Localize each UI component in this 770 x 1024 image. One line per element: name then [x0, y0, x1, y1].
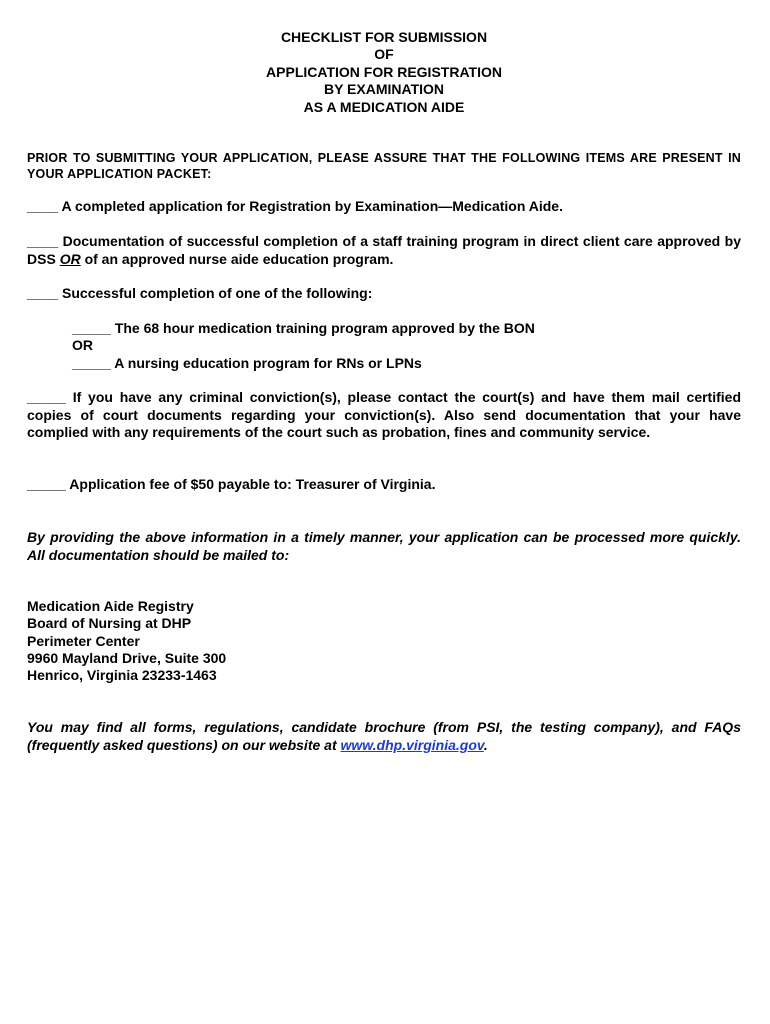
checklist-item-criminal-convictions: _____ If you have any criminal conviction(s), please contact the court(s) and have them mail certified copies of court documents regarding your conviction(s). Also send documentation that your have complied with any requirements of the court such as probation, fines and community service.	[27, 389, 741, 440]
title-line-1: CHECKLIST FOR SUBMISSION	[280, 29, 488, 45]
sub-option-nursing-program: _____ A nursing education program for RNs or LPNs	[72, 355, 422, 371]
sub-option-or: OR	[72, 337, 93, 353]
documentation-text-1: ____ Documentation of successful completion of a staff training program in direct client care approved by DSS	[27, 233, 741, 267]
checklist-item-completed-application: ____ A completed application for Registration by Examination—Medication Aide.	[27, 198, 563, 214]
address-line-1: Medication Aide Registry	[27, 598, 194, 614]
documentation-or: OR	[59, 250, 81, 267]
title-line-3: APPLICATION FOR REGISTRATION	[266, 63, 502, 80]
documentation-text-2: of an approved nurse aide education program.	[80, 250, 394, 267]
address-line-5: Henrico, Virginia 23233-1463	[27, 667, 217, 684]
website-note	[27, 719, 741, 754]
checklist-item-application-fee: _____ Application fee of $50 payable to: Treasurer of Virginia.	[27, 476, 436, 492]
document-title	[27, 29, 741, 116]
website-note-text: You may find all forms, regulations, candidate brochure (from PSI, the testing company), and FAQs (frequently asked questions) on our website at	[27, 719, 741, 753]
mailing-instructions: By providing the above information in a timely manner, your application can be processed more quickly. All documentation should be mailed to:	[27, 529, 741, 563]
mailing-address	[27, 598, 741, 684]
title-line-5: AS A MEDICATION AIDE	[303, 98, 465, 115]
title-line-4: BY EXAMINATION	[323, 81, 445, 98]
checklist-item-documentation	[27, 233, 741, 268]
checklist-item-successful-completion: ____ Successful completion of one of the following:	[27, 285, 373, 301]
address-line-2: Board of Nursing at DHP	[27, 615, 192, 632]
address-line-4: 9960 Mayland Drive, Suite 300	[27, 649, 227, 666]
title-line-2: OF	[374, 46, 394, 63]
sub-option-training-program: _____ The 68 hour medication training program approved by the BON	[72, 320, 535, 336]
address-line-3: Perimeter Center	[27, 632, 140, 649]
intro-instructions: PRIOR TO SUBMITTING YOUR APPLICATION, PLEASE ASSURE THAT THE FOLLOWING ITEMS ARE PRESENT IN YOUR APPLICATION PACKET:	[27, 151, 741, 181]
website-note-period: .	[483, 736, 488, 753]
website-link[interactable]: www.dhp.virginia.gov	[340, 736, 484, 753]
